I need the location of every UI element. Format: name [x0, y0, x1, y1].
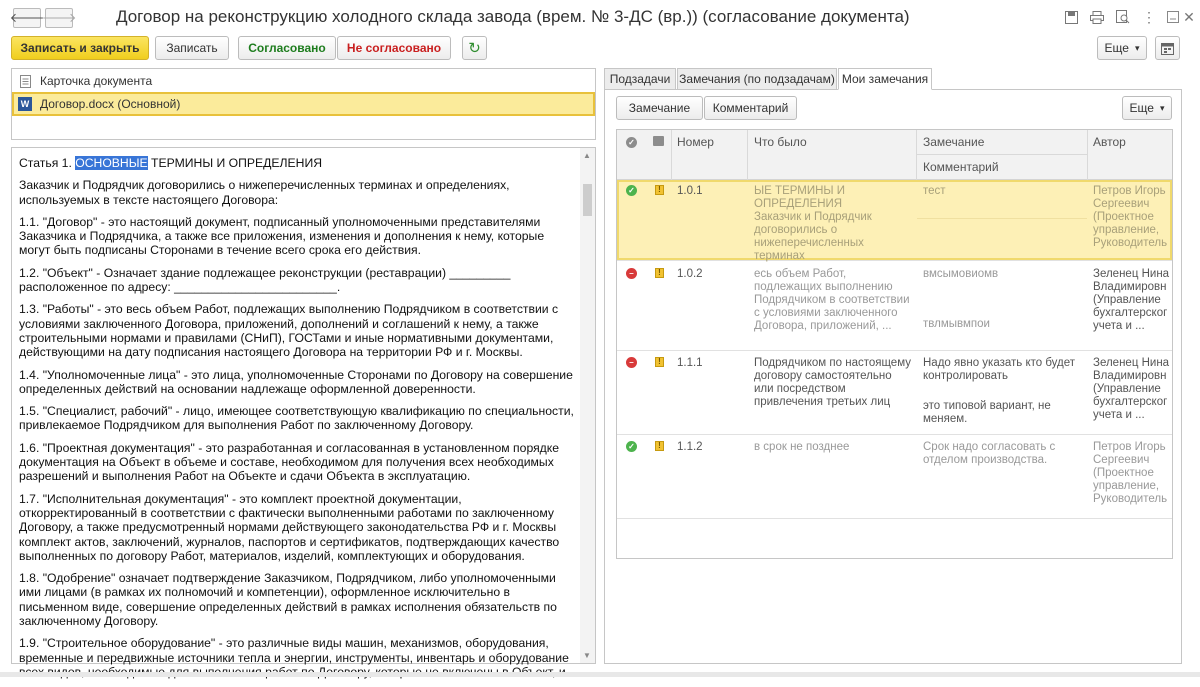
row-remark: Надо явно указать кто будет контролировать — [923, 357, 1076, 382]
calendar-button[interactable] — [1155, 36, 1180, 60]
rejected-icon: – — [626, 357, 637, 368]
rejected-icon: – — [626, 268, 637, 279]
row-was: ЫЕ ТЕРМИНЫ И ОПРЕДЕЛЕНИЯ Заказчик и Подрядчик договорились о нижеперечисленных терминах — [754, 185, 872, 262]
remarks-more-button[interactable] — [1122, 96, 1172, 120]
chevron-down-icon: ▾ — [1159, 102, 1165, 113]
more-button-label: Еще — [1129, 101, 1154, 115]
row-comment: это типовой вариант, не меняем. — [923, 400, 1051, 425]
file-name: Карточка документа — [40, 74, 153, 88]
row-was: в срок не позднее — [754, 441, 850, 453]
back-button[interactable] — [9, 8, 45, 28]
not-approved-button[interactable]: Не согласовано — [337, 36, 451, 60]
remark-flag-icon: ! — [655, 441, 664, 451]
find-icon[interactable] — [1115, 9, 1131, 25]
paragraph: 1.7. "Исполнительная документация" - это комплект проектной документации, откорректированный в соответствии с фактически выполненными работами по заключенному Договору, а также предусмотренный нормами действующего законодательства РФ и г. Москвы комплект актов, заключений, журналов, паспортов и сертификатов, подтверждающих качество выполненных по договору Работ, материалов, изделий, комплектующих и оборудования. — [19, 491, 560, 563]
document-heading: Статья 1. ОСНОВНЫЕ ТЕРМИНЫ И ОПРЕДЕЛЕНИЯ — [19, 156, 323, 170]
column-comment[interactable]: Комментарий — [923, 160, 999, 174]
selected-word: ОСНОВНЫЕ — [75, 156, 148, 170]
approved-icon: ✓ — [626, 441, 637, 452]
paragraph: 1.2. "Объект" - Означает здание подлежащее реконструкции (реставрации) _________ расположенное по адресу: ________________________. — [19, 265, 511, 295]
table-row[interactable] — [617, 261, 1172, 351]
row-was: есь объем Работ, подлежащих выполнению Подрядчиком в соответствии с условиями заключенного Договора, приложений, ... — [754, 268, 910, 332]
approved-button[interactable]: Согласовано — [238, 36, 336, 60]
approved-icon: ✓ — [626, 185, 637, 196]
row-number: 1.0.2 — [677, 268, 703, 280]
chevron-down-icon: ▾ — [1134, 42, 1140, 53]
row-was: Подрядчиком по настоящему договору самостоятельно или посредством привлечения третьих лиц — [754, 357, 911, 408]
paragraph: Заказчик и Подрядчик договорились о нижеперечисленных терминах и определениях, используемых в тексте настоящего Договора: — [19, 178, 510, 207]
row-remark: Срок надо согласовать с отделом производства. — [923, 441, 1056, 466]
paragraph: 1.1. "Договор" - это настоящий документ, подписанный уполномоченными представителями Заказчика и Подрядчика, а также все приложения, изменения и дополнения к нему, которые могут быть подписаны Сторонами в течение всего срока его действия. — [19, 214, 545, 258]
arrow-right-icon: 🡒 — [41, 10, 77, 25]
file-item-card[interactable] — [12, 70, 595, 92]
document-viewer[interactable] — [11, 147, 596, 664]
status-column-icon: ✓ — [626, 137, 637, 148]
minimize-icon[interactable] — [1165, 9, 1181, 25]
column-remark[interactable]: Замечание — [923, 135, 985, 149]
paragraph: 1.6. "Проектная документация" - это разработанная и согласованная в установленном порядке документация на Объект в объеме и составе, необходимом для получения всех необходимых разрешений и выполнения Работ на Объекте и сдачи Объекта в эксплуатацию. — [19, 440, 560, 484]
column-author[interactable]: Автор — [1093, 135, 1126, 149]
column-number[interactable]: Номер — [677, 135, 714, 149]
tab-subtasks[interactable]: Подзадачи — [604, 68, 676, 90]
paragraph: 1.8. "Одобрение" означает подтверждение Заказчиком, Подрядчиком, либо уполномоченными ими лицами (в рамках их полномочий и компетенции), оформленное исключительно в письменном виде, совершение определенных действий в рамках исполнения обязательств по заключенному Договору. — [19, 571, 557, 629]
close-icon[interactable]: ✕ — [1183, 8, 1195, 25]
document-icon — [18, 74, 32, 88]
row-remark: вмсымовиомв — [923, 268, 999, 280]
status-strip — [0, 672, 1200, 677]
more-icon[interactable]: ⋮ — [1142, 8, 1156, 25]
row-number: 1.1.2 — [677, 441, 703, 453]
remark-flag-icon: ! — [655, 185, 664, 195]
row-number: 1.1.1 — [677, 357, 703, 369]
print-icon[interactable] — [1089, 9, 1105, 25]
attachments-list — [11, 68, 596, 140]
refresh-icon: ↻ — [468, 40, 481, 57]
row-number: 1.0.1 — [677, 185, 703, 197]
row-remark: тест — [923, 185, 946, 197]
remarks-table — [616, 129, 1173, 559]
more-button-label: Еще — [1104, 41, 1129, 55]
title-bar — [0, 0, 1200, 34]
refresh-button[interactable] — [462, 36, 487, 60]
save-button[interactable]: Записать — [155, 36, 229, 60]
paragraph: 1.5. "Специалист, рабочий" - лицо, имеющее соответствующую квалификацию по специальности, привлекаемое Подрядчиком для выполнения Работ по заключенному Договору. — [19, 404, 574, 433]
scroll-up-icon[interactable]: ▲ — [583, 151, 591, 160]
file-name: Договор.docx (Основной) — [40, 97, 181, 111]
paragraph: 1.3. "Работы" - это весь объем Работ, подлежащих выполнению Подрядчиком в соответствии с условиями заключенного Договора, приложений, дополнений и соглашений к нему, а также строительными нормами и правилами (СНиП), ГОСТами и иные нормативными документами, действующими на дату подписания настоящего Договора на территории РФ и г. Москвы. — [19, 302, 559, 360]
main-toolbar — [0, 34, 1200, 64]
column-was[interactable]: Что было — [754, 135, 807, 149]
tab-my-remarks[interactable]: Мои замечания — [838, 68, 932, 90]
save-icon[interactable] — [1063, 9, 1079, 25]
scroll-down-icon[interactable]: ▼ — [583, 651, 591, 660]
word-icon: W — [18, 97, 32, 111]
save-and-close-button[interactable]: Записать и закрыть — [11, 36, 149, 60]
add-remark-button[interactable]: Замечание — [616, 96, 703, 120]
paragraph: 1.9. "Строительное оборудование" - это различные виды машин, механизмов, оборудования, временные и передвижные источники тепла и энергии, инструменты, инвентарь и оборудование — [19, 636, 569, 665]
row-author: Петров Игорь Сергеевич (Проектное управление, Руководитель — [1093, 185, 1168, 249]
more-button[interactable] — [1097, 36, 1147, 60]
calendar-icon — [1161, 42, 1174, 55]
remarks-panel — [604, 89, 1182, 664]
add-comment-button[interactable]: Комментарий — [704, 96, 797, 120]
scroll-thumb[interactable] — [583, 184, 592, 216]
forward-button[interactable] — [41, 8, 77, 28]
document-text — [19, 156, 577, 687]
table-header — [617, 130, 1172, 180]
table-row[interactable] — [617, 351, 1172, 435]
row-author: Зеленец Нина Владимировн (Управление бухгалтерског учета и ... — [1093, 268, 1170, 332]
file-item-contract[interactable] — [12, 92, 595, 116]
document-scrollbar[interactable] — [580, 148, 595, 663]
window-title: Договор на реконструкцию холодного склада завода (врем. № 3-ДС (вр.)) (согласование документа) — [116, 7, 910, 26]
table-row[interactable] — [617, 435, 1172, 519]
table-row[interactable] — [617, 180, 1172, 261]
comment-column-icon — [653, 136, 664, 146]
row-comment: твлмывмпои — [923, 318, 990, 330]
paragraph: 1.4. "Уполномоченные лица" - это лица, уполномоченные Сторонами по Договору на совершение определенных действий на основании надлежаще оформленной доверенности. — [19, 367, 573, 396]
arrow-left-icon: 🡐 — [9, 10, 45, 25]
remark-flag-icon: ! — [655, 268, 664, 278]
row-author: Зеленец Нина Владимировн (Управление бухгалтерског учета и ... — [1093, 357, 1170, 421]
tab-remarks-by-subtasks[interactable]: Замечания (по подзадачам) — [677, 68, 837, 90]
remark-flag-icon: ! — [655, 357, 664, 367]
row-author: Петров Игорь Сергеевич (Проектное управление, Руководитель — [1093, 441, 1168, 505]
